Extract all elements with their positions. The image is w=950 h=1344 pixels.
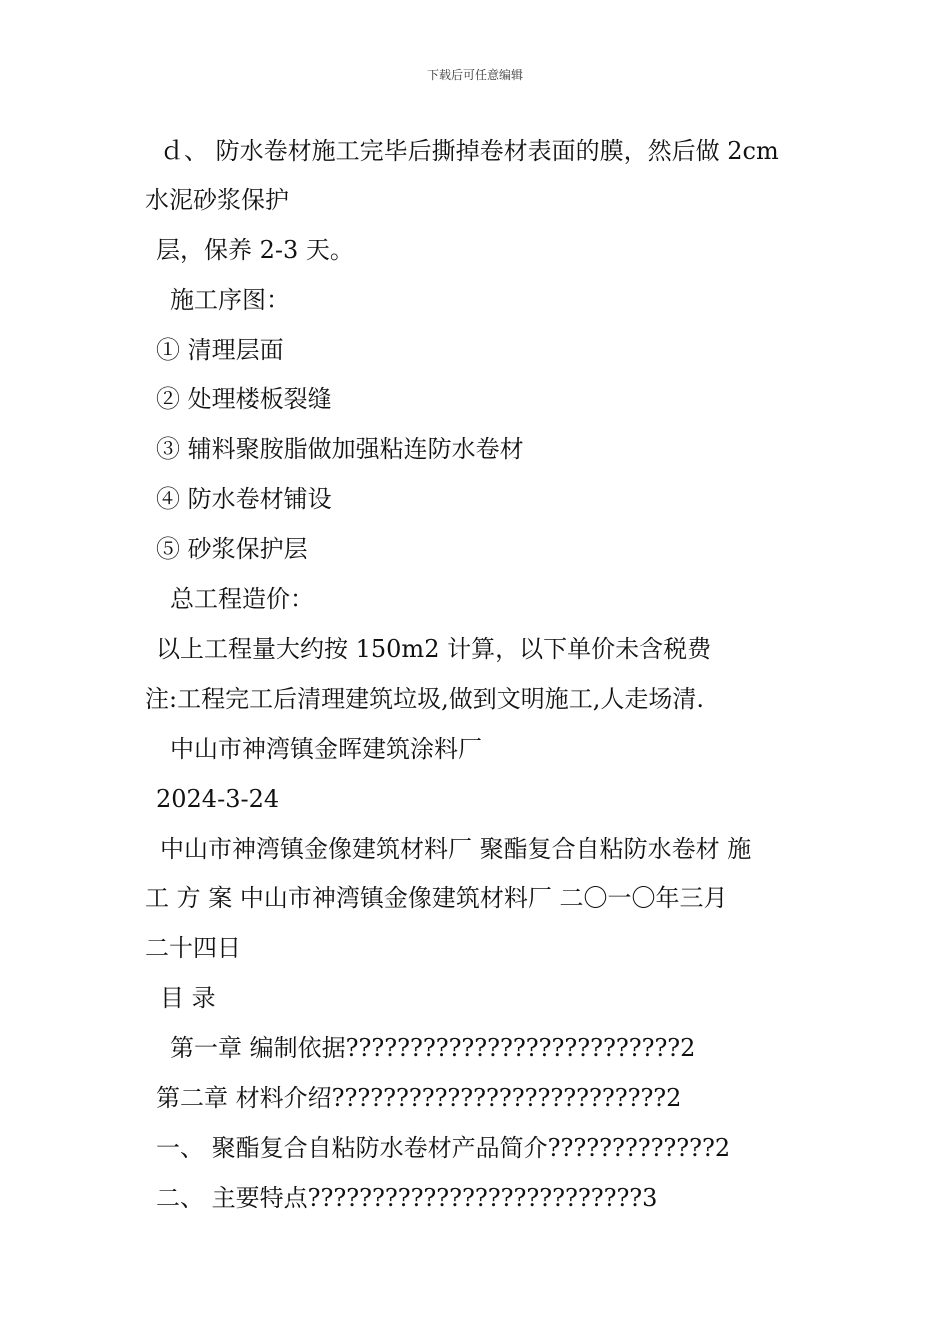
list-item: ② 处理楼板裂缝 bbox=[156, 385, 332, 413]
toc-entry: 一、 聚酯复合自粘防水卷材产品简介?????????????2 bbox=[156, 1134, 731, 1162]
text-line: 施工序图： bbox=[170, 286, 290, 314]
text-line: 中山市神湾镇金像建筑材料厂 聚酯复合自粘防水卷材 施 bbox=[160, 835, 752, 863]
list-item: ⑤ 砂浆保护层 bbox=[156, 535, 308, 563]
list-item: ③ 辅料聚胺脂做加强粘连防水卷材 bbox=[156, 435, 524, 463]
text-line: 总工程造价： bbox=[170, 585, 314, 613]
text-line: ｄ、 防水卷材施工完毕后撕掉卷材表面的膜，然后做 2cm bbox=[160, 137, 779, 165]
text-line: 中山市神湾镇金晖建筑涂料厂 bbox=[170, 735, 482, 763]
toc-entry: 二、 主要特点??????????????????????????3 bbox=[156, 1184, 658, 1212]
toc-entry: 第一章 编制依据??????????????????????????2 bbox=[170, 1034, 696, 1062]
text-line: 以上工程量大约按 150m2 计算，以下单价未含税费 bbox=[156, 635, 712, 663]
text-line: 层，保养 2-3 天。 bbox=[156, 236, 354, 264]
text-line: 工 方 案 中山市神湾镇金像建筑材料厂 二〇一〇年三月 bbox=[145, 884, 728, 912]
toc-heading: 目 录 bbox=[160, 984, 216, 1012]
text-line: 注:工程完工后清理建筑垃圾,做到文明施工,人走场清. bbox=[145, 685, 704, 713]
list-item: ① 清理层面 bbox=[156, 336, 284, 364]
text-line: 二十四日 bbox=[145, 934, 241, 962]
date-line: 2024-3-24 bbox=[156, 785, 280, 813]
text-line: 水泥砂浆保护 bbox=[145, 186, 289, 214]
list-item: ④ 防水卷材铺设 bbox=[156, 485, 332, 513]
toc-entry: 第二章 材料介绍??????????????????????????2 bbox=[156, 1084, 682, 1112]
page-header-note: 下载后可任意编辑 bbox=[426, 68, 523, 82]
